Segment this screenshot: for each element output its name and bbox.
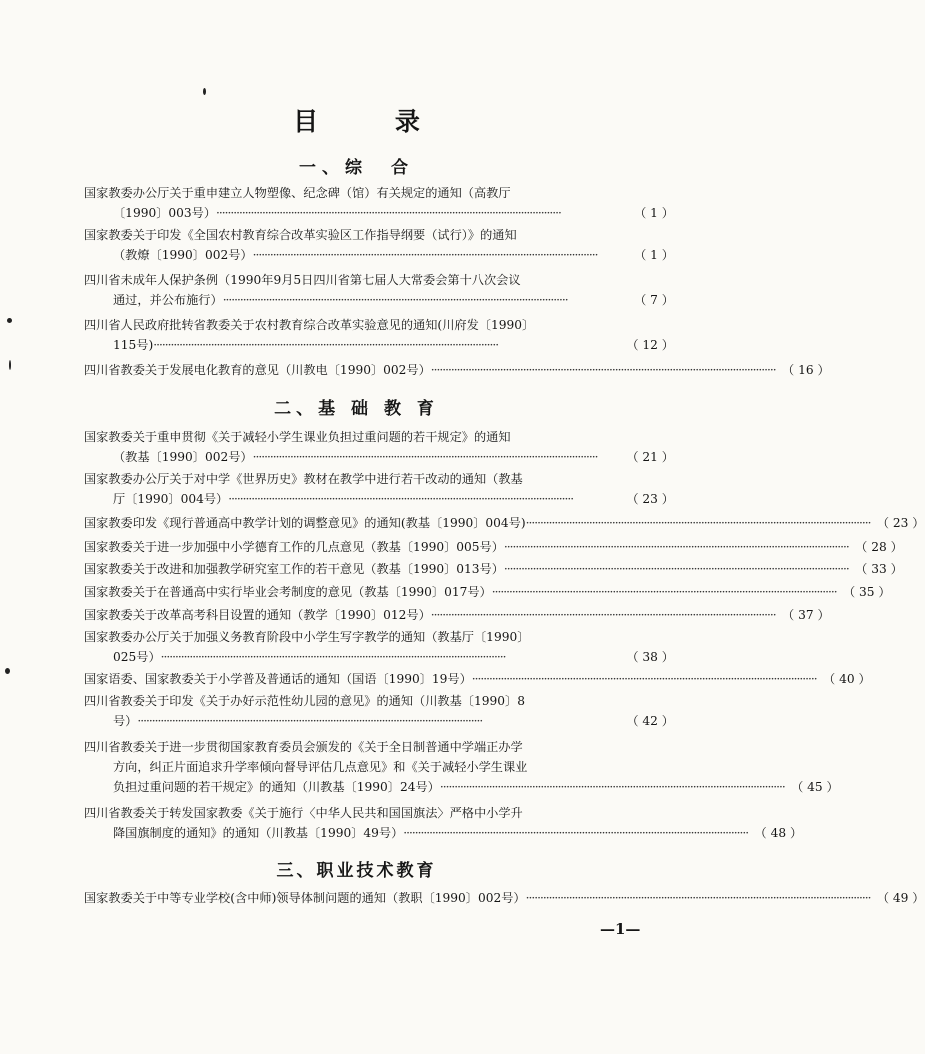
toc-page-ref: （ 21 ） (626, 450, 674, 464)
toc-entry-text: 四川省教委关于印发《关于办好示范性幼儿园的意见》的通知（川教基〔1990〕8 (84, 694, 525, 708)
leader-dots: ························································································································ (153, 338, 499, 352)
toc-entry (84, 270, 674, 310)
toc-entry-text: 厅〔1990〕004号） (113, 492, 229, 506)
toc-entry (84, 315, 674, 355)
toc-page-ref: （ 1 ） (634, 248, 674, 262)
toc-entry (84, 559, 903, 579)
leader-dots: ························································································································ (252, 248, 598, 262)
toc-page-ref: （ 45 ） (791, 780, 839, 794)
scan-speck (5, 668, 10, 674)
toc-entry-text: 国家教委关于改革高考科目设置的通知（教学〔1990〕012号） (84, 608, 431, 622)
toc-entry-text: 方向，纠正片面追求升学率倾向督导评估几点意见》和《关于减轻小学生课业 (113, 760, 528, 774)
toc-entry (84, 803, 803, 843)
section-heading-basic-education: 二、基 础 教 育 (274, 399, 439, 419)
scan-speck (7, 318, 12, 323)
toc-entry (84, 427, 674, 467)
toc-entry-text: 025号） (113, 650, 161, 664)
toc-entry-text: （教燎〔1990〕002号） (113, 248, 253, 262)
toc-page-ref: （ 37 ） (782, 608, 830, 622)
scan-speck (203, 88, 206, 95)
toc-page-ref: （ 35 ） (842, 585, 891, 599)
section-heading-vocational-education: 三、职业技术教育 (276, 861, 437, 881)
leader-dots: ························································································································ (222, 293, 568, 307)
toc-entry-text: 降国旗制度的通知》的通知（川教基〔1990〕49号） (113, 826, 404, 840)
toc-entry-text: 负担过重问题的若干规定》的通知（川教基〔1990〕24号） (113, 780, 440, 794)
toc-entry-text: 国家教委关于印发《全国农村教育综合改革实验区工作指导纲要（试行）》的通知 (84, 228, 517, 242)
toc-entry-text: 国家教委办公厅关于加强义务教育阶段中小学生写字教学的通知（教基厅〔1990〕 (84, 630, 530, 644)
toc-entry (84, 691, 674, 731)
leader-dots: ························································································································ (503, 540, 849, 554)
toc-entry-text: 四川省未成年人保护条例（1990年9月5日四川省第七届人大常委会第十八次会议 (84, 273, 521, 287)
toc-page-ref: （ 42 ） (626, 714, 674, 728)
scan-speck (9, 360, 11, 370)
leader-dots: ························································································································ (430, 363, 776, 377)
leader-dots: ························································································································ (525, 891, 871, 905)
toc-page-ref: （ 7 ） (634, 293, 674, 307)
toc-page-ref: （ 49 ） (876, 891, 925, 905)
leader-dots: ························································································································ (471, 672, 817, 686)
toc-entry (84, 669, 871, 689)
leader-dots: ························································································································ (160, 650, 506, 664)
toc-entry-text: 国家教委关于中等专业学校(含中师)领导体制问题的通知（教职〔1990〕002号） (84, 891, 526, 905)
toc-entry-text: 国家语委、国家教委关于小学普及普通话的通知（国语〔1990〕19号） (84, 672, 472, 686)
toc-entry-text: （教基〔1990〕002号） (113, 450, 253, 464)
toc-entry-text: 115号) (113, 338, 154, 352)
leader-dots: ························································································································ (216, 206, 561, 220)
toc-entry-text: 四川省教委关于进一步贯彻国家教育委员会颁发的《关于全日制普通中学端正办学 (84, 740, 523, 754)
toc-entry (84, 888, 925, 908)
toc-entry (84, 225, 674, 265)
toc-entry (84, 513, 925, 533)
toc-page-ref: （ 12 ） (626, 338, 674, 352)
toc-page-ref: （ 16 ） (782, 363, 830, 377)
toc-entry (84, 360, 830, 380)
toc-entry (84, 469, 674, 509)
toc-entry-text: 国家教委办公厅关于重申建立人物塑像、纪念碑（馆）有关规定的通知（高教厅 (84, 186, 511, 200)
toc-page-ref: （ 23 ） (626, 492, 674, 506)
leader-dots: ························································································································ (503, 562, 849, 576)
page-title: 目 录 (293, 107, 454, 136)
leader-dots: ························································································································ (525, 516, 871, 530)
toc-entry-text: 国家教委印发《现行普通高中教学计划的调整意见》的通知(教基〔1990〕004号) (84, 516, 526, 530)
toc-page-ref: （ 28 ） (855, 540, 903, 554)
toc-entry (84, 183, 674, 223)
toc-entry (84, 537, 903, 557)
toc-entry-text: 四川省人民政府批转省教委关于农村教育综合改革实验意见的通知(川府发〔1990〕 (84, 318, 535, 332)
toc-entry-text: 〔1990〕003号） (113, 206, 217, 220)
leader-dots: ························································································································ (491, 585, 837, 599)
toc-entry-text: 国家教委关于改进和加强教学研究室工作的若干意见（教基〔1990〕013号） (84, 562, 504, 576)
page-number: —1— (600, 920, 641, 938)
leader-dots: ························································································································ (430, 608, 776, 622)
leader-dots: ························································································································ (439, 780, 785, 794)
toc-page-ref: （ 23 ） (876, 516, 925, 530)
toc-entry-text: 国家教委办公厅关于对中学《世界历史》教材在教学中进行若干改动的通知（教基 (84, 472, 523, 486)
toc-entry-text: 四川省教委关于转发国家教委《关于施行〈中华人民共和国国旗法〉严格中小学升 (84, 806, 523, 820)
leader-dots: ························································································································ (403, 826, 749, 840)
toc-page-ref: （ 40 ） (823, 672, 871, 686)
toc-entry (84, 605, 830, 625)
toc-page-ref: （ 38 ） (626, 650, 674, 664)
toc-entry (84, 582, 891, 602)
toc-entry (84, 737, 839, 797)
toc-page-ref: （ 48 ） (754, 826, 803, 840)
leader-dots: ························································································································ (228, 492, 574, 506)
toc-entry-text: 国家教委关于在普通高中实行毕业会考制度的意见（教基〔1990〕017号） (84, 585, 492, 599)
toc-entry-text: 号） (113, 714, 138, 728)
leader-dots: ························································································································ (252, 450, 598, 464)
toc-page-ref: （ 33 ） (855, 562, 903, 576)
toc-page-ref: （ 1 ） (634, 206, 674, 220)
toc-entry-text: 国家教委关于进一步加强中小学德育工作的几点意见（教基〔1990〕005号） (84, 540, 504, 554)
toc-entry-text: 通过，并公布施行） (113, 293, 223, 307)
toc-entry (84, 627, 674, 667)
toc-entry-text: 国家教委关于重申贯彻《关于减轻小学生课业负担过重问题的若干规定》的通知 (84, 430, 511, 444)
section-heading-general: 一、综 合 (299, 158, 414, 178)
toc-entry-text: 四川省教委关于发展电化教育的意见（川教电〔1990〕002号） (84, 363, 431, 377)
leader-dots: ························································································································ (137, 714, 483, 728)
